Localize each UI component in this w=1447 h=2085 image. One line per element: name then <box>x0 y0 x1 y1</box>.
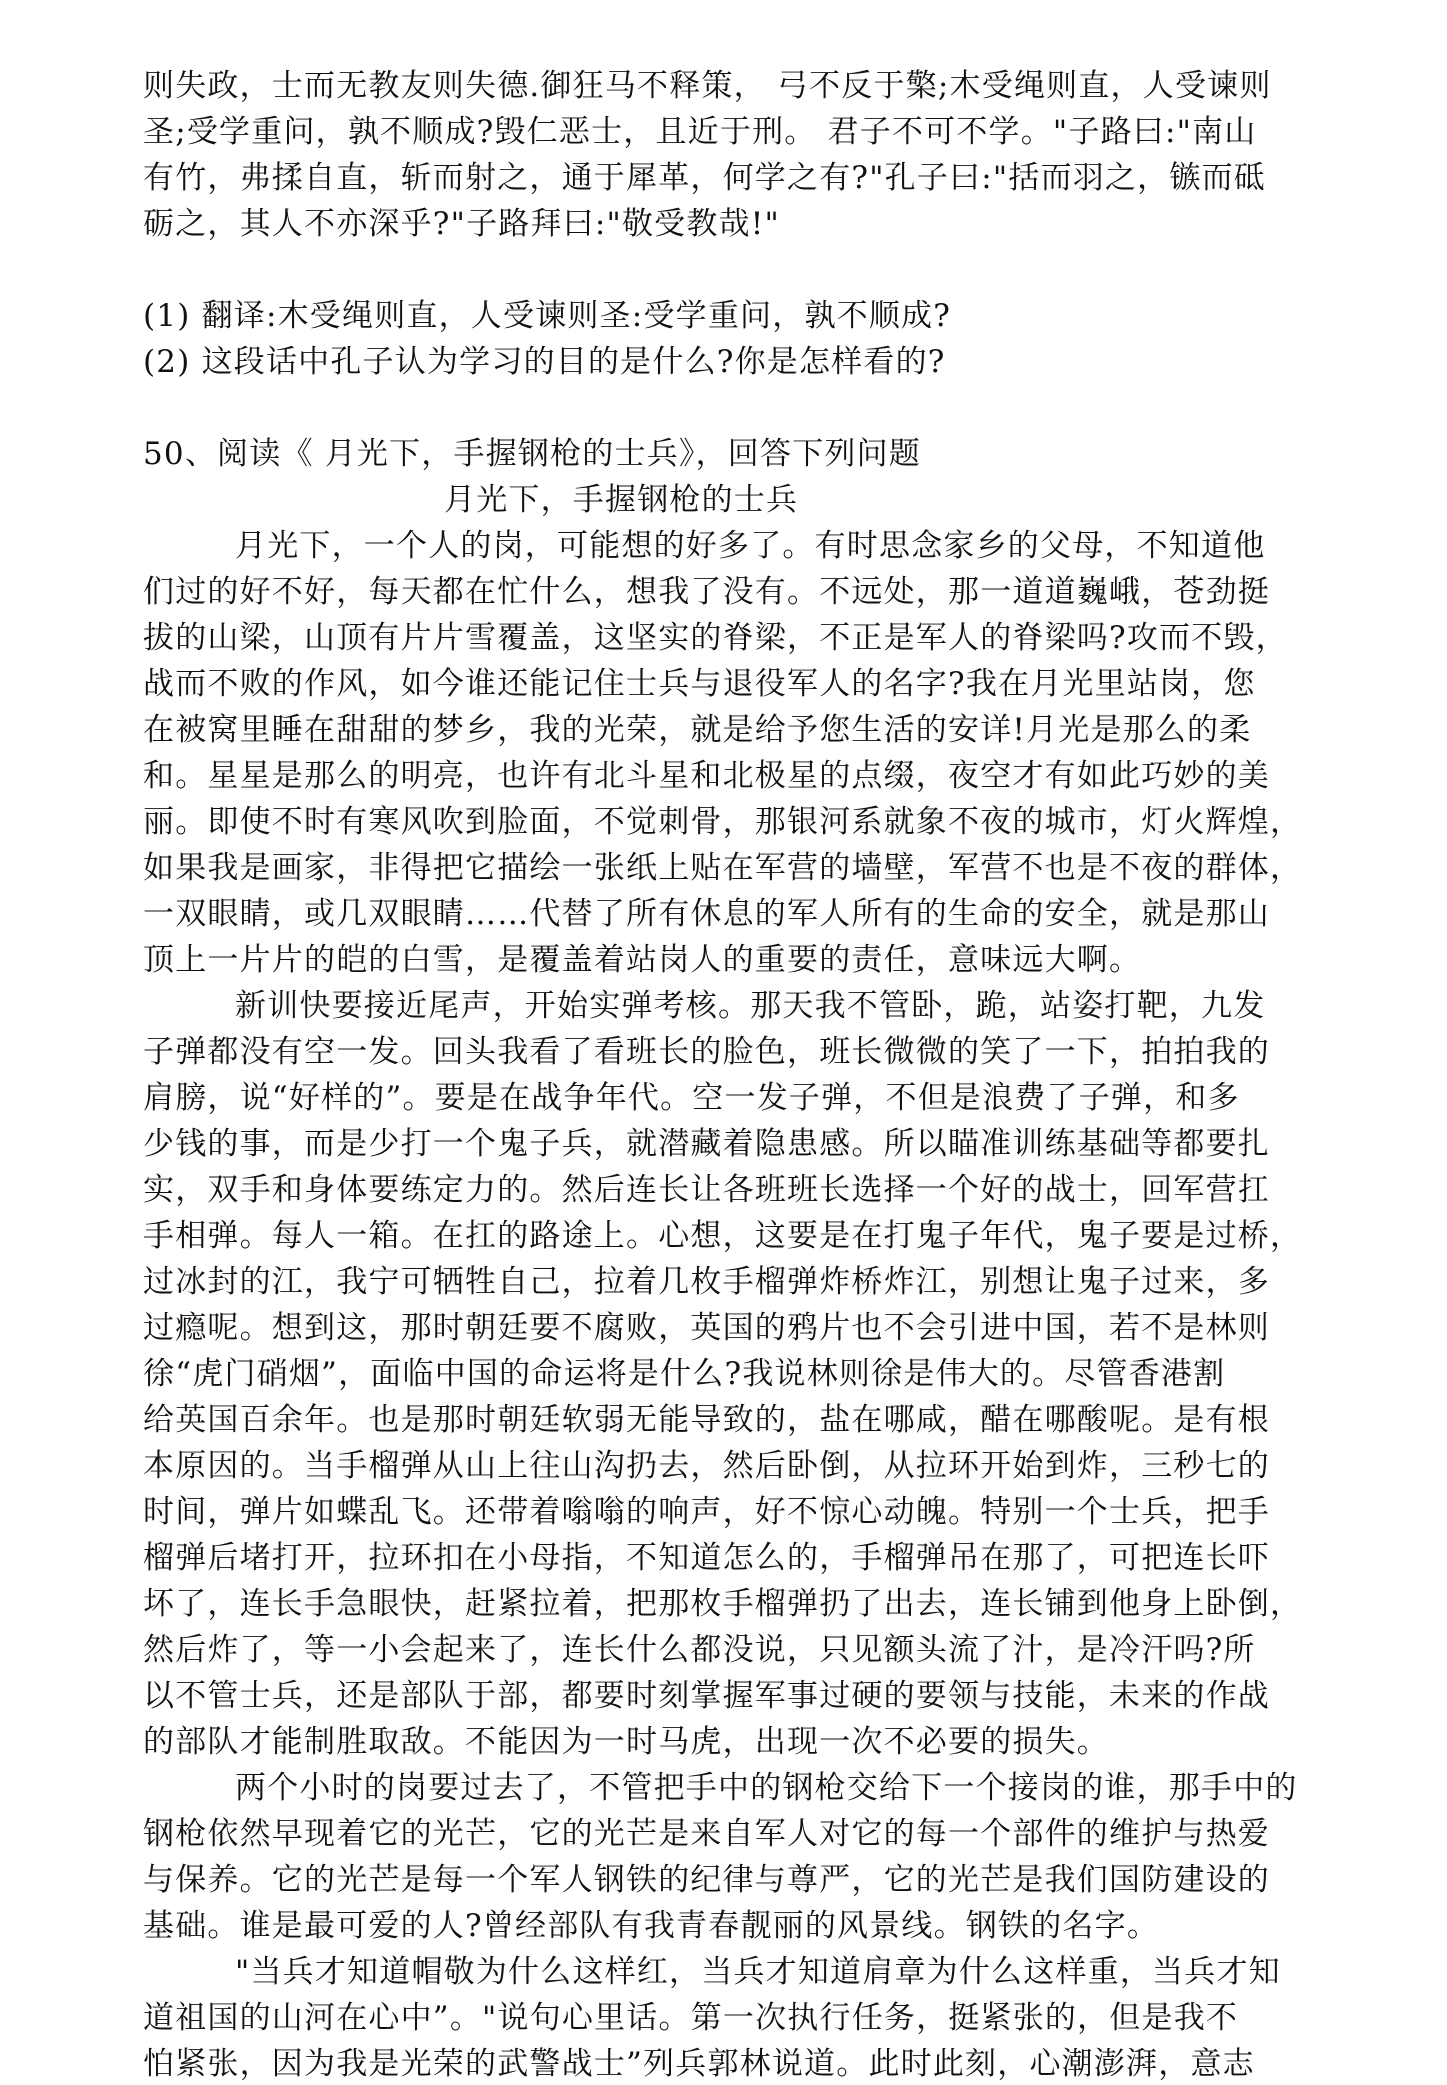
paragraph-1-line: 一双眼睛，或几双眼睛……代替了所有休息的军人所有的生命的安全，就是那山 <box>143 896 1270 932</box>
excerpt-line: 则失政，士而无教友则失德.御狂马不释策， 弓不反于檠;木受绳则直，人受谏则 <box>143 68 1272 104</box>
paragraph-2-line: 过瘾呢。想到这，那时朝廷要不腐败，英国的鸦片也不会引进中国，若不是林则 <box>143 1310 1270 1346</box>
paragraph-4-line: 道祖国的山河在心中”。"说句心里话。第一次执行任务，挺紧张的，但是我不 <box>143 2000 1239 2036</box>
paragraph-4-line: "当兵才知道帽敬为什么这样红，当兵才知道肩章为什么这样重，当兵才知 <box>235 1954 1281 1990</box>
excerpt-line: 圣;受学重问，孰不顺成?毁仁恶士，且近于刑。 君子不可不学。"子路曰:"南山 <box>143 114 1257 150</box>
paragraph-3-line: 基础。谁是最可爱的人?曾经部队有我青春靓丽的风景线。钢铁的名字。 <box>143 1908 1160 1944</box>
paragraph-1-line: 月光下，一个人的岗，可能想的好多了。有时思念家乡的父母，不知道他 <box>235 528 1266 564</box>
paragraph-1-line: 顶上一片片的皑的白雪，是覆盖着站岗人的重要的责任，意味远大啊。 <box>143 942 1142 978</box>
paragraph-2-line: 实，双手和身体要练定力的。然后连长让各班班长选择一个好的战士，回军营扛 <box>143 1172 1270 1208</box>
article-title: 月光下，手握钢枪的士兵 <box>444 482 799 518</box>
paragraph-2-line: 以不管士兵，还是部队于部，都要时刻掌握军事过硬的要领与技能，未来的作战 <box>143 1678 1270 1714</box>
paragraph-2-line: 本原因的。当手榴弹从山上往山沟扔去，然后卧倒，从拉环开始到炸，三秒七的 <box>143 1448 1270 1484</box>
paragraph-2-line: 手相弹。每人一箱。在扛的路途上。心想，这要是在打鬼子年代，鬼子要是过桥， <box>143 1218 1303 1254</box>
paragraph-1-line: 拔的山梁，山顶有片片雪覆盖，这坚实的脊梁，不正是军人的脊梁吗?攻而不毁， <box>143 620 1288 656</box>
paragraph-2-line: 徐“虎门硝烟”，面临中国的命运将是什么?我说林则徐是伟大的。尽管香港割 <box>143 1356 1226 1392</box>
paragraph-1-line: 丽。即使不时有寒风吹到脸面，不觉刺骨，那银河系就象不夜的城市，灯火辉煌， <box>143 804 1303 840</box>
paragraph-2-line: 过冰封的江，我宁可牺牲自己，拉着几枚手榴弹炸桥炸江，别想让鬼子过来，多 <box>143 1264 1270 1300</box>
excerpt-line: 有竹，弗揉自直，斩而射之，通于犀革，何学之有?"孔子曰:"括而羽之，镞而砥 <box>143 160 1266 196</box>
question-2: (2) 这段话中孔子认为学习的目的是什么?你是怎样看的? <box>143 344 946 380</box>
excerpt-line: 砺之，其人不亦深乎?"子路拜曰:"敬受教哉!" <box>143 206 780 242</box>
paragraph-2-line: 子弹都没有空一发。回头我看了看班长的脸色，班长微微的笑了一下，拍拍我的 <box>143 1034 1270 1070</box>
paragraph-1-line: 和。星星是那么的明亮，也许有北斗星和北极星的点缀，夜空才有如此巧妙的美 <box>143 758 1270 794</box>
paragraph-1-line: 在被窝里睡在甜甜的梦乡，我的光荣，就是给予您生活的安详!月光是那么的柔 <box>143 712 1252 748</box>
paragraph-4-line: 怕紧张，因为我是光荣的武警战士”列兵郭林说道。此时此刻，心潮澎湃，意志 <box>143 2046 1255 2082</box>
paragraph-3-line: 两个小时的岗要过去了，不管把手中的钢枪交给下一个接岗的谁，那手中的 <box>235 1770 1298 1806</box>
paragraph-2-line: 坏了，连长手急眼快，赶紧拉着，把那枚手榴弹扔了出去，连长铺到他身上卧倒， <box>143 1586 1303 1622</box>
paragraph-2-line: 给英国百余年。也是那时朝廷软弱无能导致的，盐在哪咸，醋在哪酸呢。是有根 <box>143 1402 1270 1438</box>
paragraph-3-line: 与保养。它的光芒是每一个军人钢铁的纪律与尊严，它的光芒是我们国防建设的 <box>143 1862 1270 1898</box>
paragraph-2-line: 然后炸了，等一小会起来了，连长什么都没说，只见额头流了汁，是冷汗吗?所 <box>143 1632 1256 1668</box>
paragraph-2-line: 少钱的事，而是少打一个鬼子兵，就潜藏着隐患感。所以瞄准训练基础等都要扎 <box>143 1126 1270 1162</box>
paragraph-2-line: 榴弹后堵打开，拉环扣在小母指，不知道怎么的，手榴弹吊在那了，可把连长吓 <box>143 1540 1270 1576</box>
paragraph-2-line: 的部队才能制胜取敌。不能因为一时马虎，出现一次不必要的损失。 <box>143 1724 1109 1760</box>
paragraph-3-line: 钢枪依然早现着它的光芒，它的光芒是来自军人对它的每一个部件的维护与热爱 <box>143 1816 1270 1852</box>
paragraph-1-line: 战而不败的作风，如今谁还能记住士兵与退役军人的名字?我在月光里站岗，您 <box>143 666 1256 702</box>
question-1: (1) 翻译:木受绳则直，人受谏则圣:受学重问，孰不顺成? <box>143 298 952 334</box>
question-50-heading: 50、阅读《 月光下，手握钢枪的士兵》，回答下列问题 <box>143 436 921 472</box>
paragraph-2-line: 新训快要接近尾声，开始实弹考核。那天我不管卧，跪，站姿打靶，九发 <box>235 988 1266 1024</box>
paragraph-1-line: 们过的好不好，每天都在忙什么，想我了没有。不远处，那一道道巍峨，苍劲挺 <box>143 574 1270 610</box>
paragraph-2-line: 肩膀，说“好样的”。要是在战争年代。空一发子弹，不但是浪费了子弹，和多 <box>143 1080 1240 1116</box>
paragraph-2-line: 时间，弹片如蝶乱飞。还带着嗡嗡的响声，好不惊心动魄。特别一个士兵，把手 <box>143 1494 1270 1530</box>
paragraph-1-line: 如果我是画家，非得把它描绘一张纸上贴在军营的墙壁，军营不也是不夜的群体， <box>143 850 1303 886</box>
